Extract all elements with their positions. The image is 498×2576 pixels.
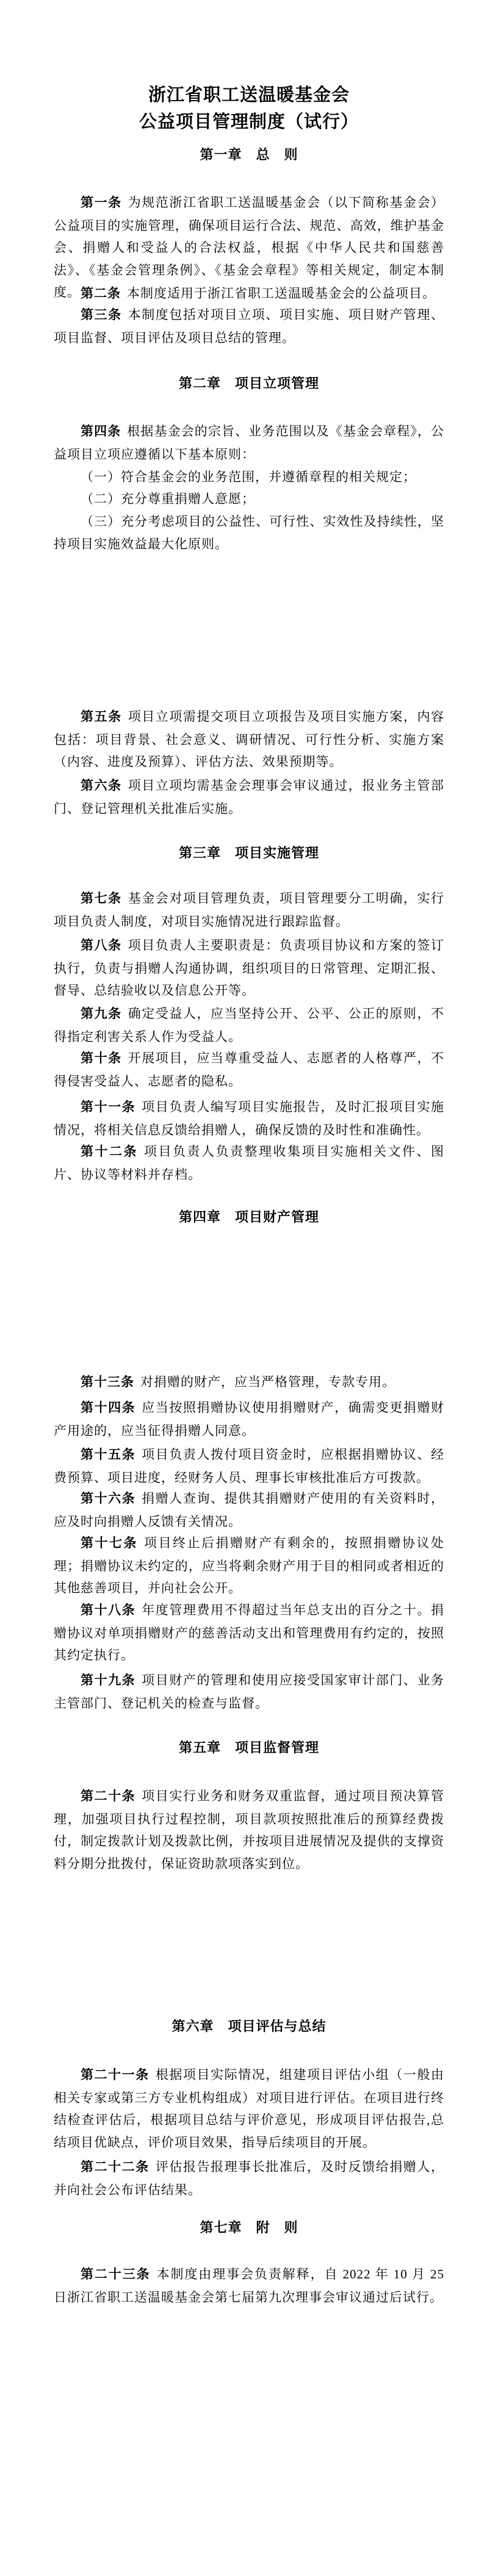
article-10-label: 第十条 <box>81 1051 122 1065</box>
article-13 <box>54 1371 444 1394</box>
article-8-text: 项目负责人主要职责是：负责项目协议和方案的签订执行，负责与捐赠人沟通协调，组织项目的日常管理、定期汇报、督导、总结验收以及信息公开等。 <box>54 938 445 998</box>
document-title <box>0 82 498 135</box>
article-20 <box>54 1785 444 1875</box>
article-2 <box>54 282 444 306</box>
article-15 <box>54 1444 444 1489</box>
article-10 <box>54 1047 444 1092</box>
article-8 <box>54 934 444 1002</box>
article-20-text: 项目实行业务和财务双重监督，通过项目预决算管理，加强项目执行过程控制，项目款项按照批准后的预算经费拨付，制定拨款计划及拨款比例，并按项目进展情况及提供的支撑资料分期分批拨付，保证资助款项落实到位。 <box>54 1789 445 1871</box>
article-12-label: 第十二条 <box>81 1145 138 1159</box>
article-13-label: 第十三条 <box>81 1375 134 1389</box>
article-22 <box>54 2156 444 2201</box>
article-1-label: 第一条 <box>81 196 122 210</box>
article-8-label: 第八条 <box>81 939 122 953</box>
article-21-label: 第二十一条 <box>81 2068 150 2082</box>
article-18 <box>54 1599 444 1667</box>
article-16-text: 捐赠人查询、提供其捐赠财产使用的有关资料时，应及时向捐赠人反馈有关情况。 <box>54 1491 445 1529</box>
article-18-label: 第十八条 <box>81 1603 136 1617</box>
article-14-text: 应当按照捐赠协议使用捐赠财产，确需变更捐赠财产用途的，应当征得捐赠人同意。 <box>54 1400 445 1438</box>
article-7 <box>54 887 444 932</box>
chapter-4-heading: 第四章 项目财产管理 <box>178 1209 319 1225</box>
chapter-7-heading: 第七章 附 则 <box>200 2220 298 2235</box>
article-21 <box>54 2064 444 2153</box>
article-4-item-2: （二）充分尊重捐赠人意愿； <box>81 492 255 506</box>
article-19 <box>54 1669 444 1714</box>
article-2-text: 本制度适用于浙江省职工送温暖基金会的公益项目。 <box>127 286 436 301</box>
article-6 <box>54 775 444 820</box>
article-3-text: 本制度包括对项目立项、项目实施、项目财产管理、项目监督、项目评估及项目总结的管理。 <box>54 307 445 345</box>
article-13-text: 对捐赠的财产，应当严格管理，专款专用。 <box>140 1375 395 1389</box>
article-9-text: 确定受益人，应当坚持公开、公平、公正的原则，不得指定利害关系人作为受益人。 <box>54 1006 445 1044</box>
article-23 <box>54 2263 444 2308</box>
title-line-2: 公益项目管理制度（试行） <box>139 112 359 132</box>
article-12-text: 项目负责人负责整理收集项目实施相关文件、图片、协议等材料并存档。 <box>54 1144 444 1182</box>
chapter-1-heading: 第一章 总 则 <box>200 147 298 162</box>
article-11-label: 第十一条 <box>81 1100 136 1114</box>
chapter-2-heading: 第二章 项目立项管理 <box>178 376 319 391</box>
article-11 <box>54 1096 444 1141</box>
article-7-text: 基金会对项目管理负责，项目管理要分工明确，实行项目负责人制度，对项目实施情况进行跟踪监督。 <box>54 891 445 929</box>
article-15-text: 项目负责人拨付项目资金时，应根据捐赠协议、经费预算、项目进度，经财务人员、理事长审核批准后方可拨款。 <box>54 1447 445 1485</box>
article-23-label: 第二十三条 <box>81 2267 151 2281</box>
article-14-label: 第十四条 <box>81 1401 136 1415</box>
article-10-text: 开展项目，应当尊重受益人、志愿者的人格尊严，不得侵害受益人、志愿者的隐私。 <box>54 1051 445 1089</box>
article-9-label: 第九条 <box>81 1007 122 1021</box>
article-17-text: 项目终止后捐赠财产有剩余的，按照捐赠协议处理；捐赠协议未约定的，应当将剩余财产用于目的相同或者相近的其他慈善项目，并向社会公开。 <box>54 1536 444 1595</box>
article-7-label: 第七条 <box>81 892 122 906</box>
article-9 <box>54 1003 444 1048</box>
article-4-item-3: （三）充分考虑项目的公益性、可行性、实效性及持续性，坚持项目实施效益最大化原则。 <box>54 514 444 551</box>
article-4 <box>54 420 444 465</box>
article-5 <box>54 706 444 773</box>
article-4-item-1: （一）符合基金会的业务范围，并遵循章程的相关规定； <box>81 470 416 484</box>
article-20-label: 第二十条 <box>81 1789 136 1803</box>
article-19-label: 第十九条 <box>81 1673 136 1687</box>
article-17 <box>54 1532 444 1600</box>
article-18-text: 年度管理费用不得超过当年总支出的百分之十。捐赠协议对单项捐赠财产的慈善活动支出和管理费用有约定的，按照其约定执行。 <box>54 1603 445 1662</box>
article-6-label: 第六条 <box>81 779 122 793</box>
article-1-text: 为规范浙江省职工送温暖基金会（以下简称基金会）公益项目的实施管理，确保项目运行合法、规范、高效，维护基金会、捐赠人和受益人的合法权益，根据《中华人民共和国慈善法》、《基金会管理条例》、《基金会章程》等相关规定，制定本制度。 <box>54 195 445 299</box>
article-6-text: 项目立项均需基金会理事会审议通过，报业务主管部门、登记管理机关批准后实施。 <box>54 778 445 816</box>
article-21-text: 根据项目实际情况，组建项目评估小组（一般由相关专家或第三方专业机构组成）对项目进行评估。在项目进行终结检查评估后，根据项目总结与评价意见，形成项目评估报告,总结项目优缺点，评价项目效果，指导后续项目的开展。 <box>54 2067 445 2150</box>
article-12 <box>54 1140 444 1186</box>
article-19-text: 项目财产的管理和使用应接受国家审计部门、业务主管部门、登记机关的检查与监督。 <box>54 1673 445 1711</box>
article-11-text: 项目负责人编写项目实施报告，及时汇报项目实施情况，将相关信息反馈给捐赠人，确保反馈的及时性和准确性。 <box>54 1100 445 1137</box>
article-16-label: 第十六条 <box>81 1492 136 1506</box>
article-4-label: 第四条 <box>81 424 121 438</box>
chapter-5-heading: 第五章 项目监督管理 <box>178 1740 319 1755</box>
article-5-text: 项目立项需提交项目立项报告及项目实施方案，内容包括：项目背景、社会意义、调研情况、可行性分析、实施方案（内容、进度及预算）、评估方法、效果预期等。 <box>54 709 445 769</box>
article-15-label: 第十五条 <box>81 1448 136 1462</box>
article-14 <box>54 1397 444 1442</box>
chapter-6-heading: 第六章 项目评估与总结 <box>171 2019 327 2034</box>
article-3 <box>54 304 444 349</box>
article-4-text: 根据基金会的宗旨、业务范围以及《基金会章程》，公益项目立项应遵循以下基本原则： <box>54 424 445 462</box>
title-line-1: 浙江省职工送温暖基金会 <box>148 85 350 105</box>
article-23-text: 本制度由理事会负责解释，自 2022 年 10 月 25 日浙江省职工送温暖基金会第七届第九次理事会审议通过后试行。 <box>54 2267 445 2305</box>
article-3-label: 第三条 <box>81 308 122 322</box>
article-22-text: 评估报告报理事长批准后，及时反馈给捐赠人，并向社会公布评估结果。 <box>54 2159 445 2197</box>
article-16 <box>54 1487 444 1533</box>
article-5-label: 第五条 <box>81 710 122 724</box>
article-22-label: 第二十二条 <box>81 2160 150 2174</box>
article-17-label: 第十七条 <box>81 1536 138 1550</box>
article-2-label: 第二条 <box>81 287 121 301</box>
chapter-3-heading: 第三章 项目实施管理 <box>178 845 319 860</box>
